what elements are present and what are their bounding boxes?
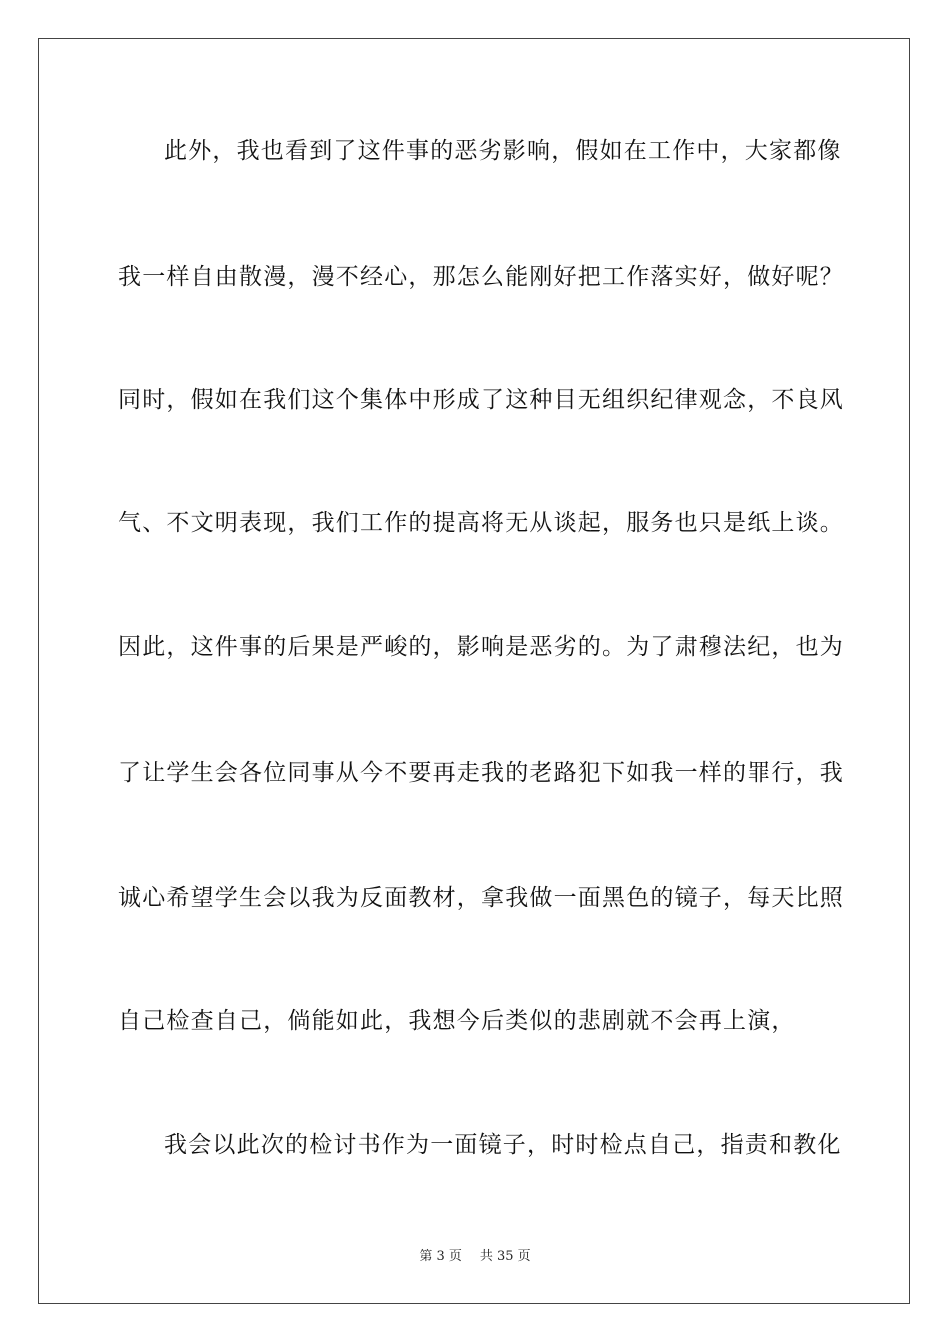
paragraph-line-1: 此外，我也看到了这件事的恶劣影响，假如在工作中，大家都像 bbox=[164, 138, 842, 164]
page-frame bbox=[38, 38, 910, 1304]
total-pages: 共 35 页 bbox=[479, 1249, 531, 1264]
paragraph-line-9: 我会以此次的检讨书作为一面镜子，时时检点自己，指责和教化 bbox=[164, 1132, 842, 1158]
paragraph-line-8: 自己检查自己，倘能如此，我想今后类似的悲剧就不会再上演， bbox=[118, 1008, 796, 1034]
paragraph-line-5: 因此，这件事的后果是严峻的，影响是恶劣的。为了肃穆法纪，也为 bbox=[118, 634, 844, 660]
paragraph-line-2: 我一样自由散漫，漫不经心，那怎么能刚好把工作落实好，做好呢？ bbox=[118, 264, 844, 290]
paragraph-line-6: 了让学生会各位同事从今不要再走我的老路犯下如我一样的罪行，我 bbox=[118, 760, 844, 786]
page-footer bbox=[0, 1248, 950, 1266]
paragraph-line-7: 诚心希望学生会以我为反面教材，拿我做一面黑色的镜子，每天比照 bbox=[118, 885, 844, 911]
paragraph-line-3: 同时，假如在我们这个集体中形成了这种目无组织纪律观念，不良风 bbox=[118, 387, 844, 413]
paragraph-line-4: 气、不文明表现，我们工作的提高将无从谈起，服务也只是纸上谈。 bbox=[118, 510, 844, 536]
page-number: 第 3 页 bbox=[419, 1249, 462, 1264]
